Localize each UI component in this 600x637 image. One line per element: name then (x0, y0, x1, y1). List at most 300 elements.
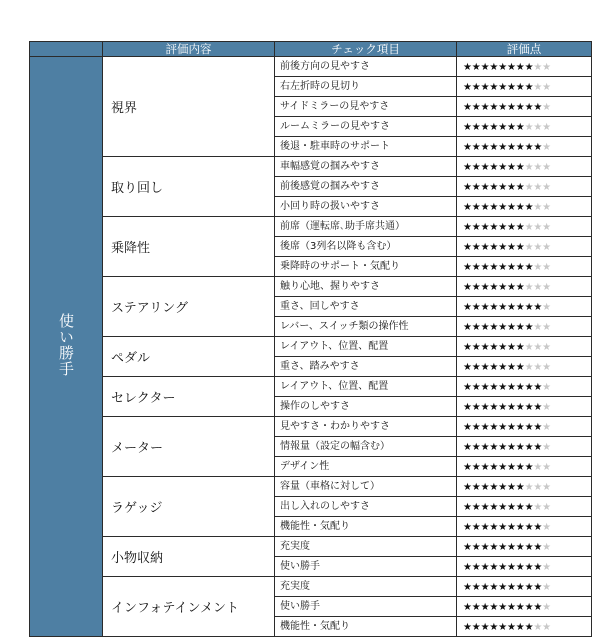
star-filled-icon: ★ (463, 262, 472, 273)
rating-stars (457, 217, 592, 237)
category-label: 使い勝手 (57, 312, 75, 377)
star-filled-icon: ★ (524, 422, 534, 433)
table-row (30, 157, 592, 177)
star-filled-icon: ★ (515, 82, 525, 93)
star-filled-icon: ★ (463, 602, 472, 613)
star-filled-icon: ★ (515, 122, 525, 133)
header-row (30, 42, 592, 57)
rating-stars (457, 517, 592, 537)
star-filled-icon: ★ (506, 142, 516, 153)
star-filled-icon: ★ (533, 402, 543, 413)
star-empty-icon: ★ (524, 222, 534, 233)
star-filled-icon: ★ (515, 322, 525, 333)
star-filled-icon: ★ (463, 322, 472, 333)
star-filled-icon: ★ (498, 222, 508, 233)
rating-stars (457, 277, 592, 297)
star-filled-icon: ★ (498, 342, 508, 353)
star-filled-icon: ★ (471, 622, 481, 633)
table-row (30, 477, 592, 497)
star-filled-icon: ★ (471, 542, 481, 553)
star-filled-icon: ★ (463, 382, 472, 393)
star-filled-icon: ★ (489, 162, 499, 173)
star-filled-icon: ★ (506, 622, 516, 633)
star-filled-icon: ★ (463, 342, 472, 353)
star-empty-icon: ★ (542, 302, 552, 313)
check-item-label: レイアウト、位置、配置 (275, 377, 457, 397)
star-filled-icon: ★ (489, 302, 499, 313)
star-filled-icon: ★ (480, 542, 490, 553)
star-filled-icon: ★ (489, 542, 499, 553)
star-empty-icon: ★ (533, 342, 543, 353)
star-empty-icon: ★ (533, 622, 543, 633)
star-filled-icon: ★ (463, 182, 472, 193)
star-filled-icon: ★ (515, 182, 525, 193)
star-filled-icon: ★ (489, 362, 499, 373)
star-filled-icon: ★ (506, 402, 516, 413)
star-filled-icon: ★ (524, 502, 534, 513)
star-filled-icon: ★ (498, 402, 508, 413)
check-item-label: 重さ、回しやすさ (275, 297, 457, 317)
star-filled-icon: ★ (471, 242, 481, 253)
table-row (30, 57, 592, 77)
star-filled-icon: ★ (471, 222, 481, 233)
star-filled-icon: ★ (506, 382, 516, 393)
star-filled-icon: ★ (489, 142, 499, 153)
star-filled-icon: ★ (515, 622, 525, 633)
star-filled-icon: ★ (471, 362, 481, 373)
star-filled-icon: ★ (533, 602, 543, 613)
check-item-label: 右左折時の見切り (275, 77, 457, 97)
star-filled-icon: ★ (471, 502, 481, 513)
star-filled-icon: ★ (524, 142, 534, 153)
star-filled-icon: ★ (471, 582, 481, 593)
star-empty-icon: ★ (542, 162, 552, 173)
star-filled-icon: ★ (498, 82, 508, 93)
star-filled-icon: ★ (533, 302, 543, 313)
star-filled-icon: ★ (480, 242, 490, 253)
star-filled-icon: ★ (471, 62, 481, 73)
star-filled-icon: ★ (489, 202, 499, 213)
star-empty-icon: ★ (542, 142, 552, 153)
check-item-label: 前後感覚の掴みやすさ (275, 177, 457, 197)
star-filled-icon: ★ (498, 462, 508, 473)
star-filled-icon: ★ (471, 182, 481, 193)
group-label: ペダル (103, 337, 275, 377)
rating-stars (457, 237, 592, 257)
rating-stars (457, 417, 592, 437)
rating-stars (457, 137, 592, 157)
star-empty-icon: ★ (533, 322, 543, 333)
check-item-label: 触り心地、握りやすさ (275, 277, 457, 297)
star-filled-icon: ★ (515, 582, 525, 593)
star-filled-icon: ★ (489, 462, 499, 473)
star-filled-icon: ★ (471, 602, 481, 613)
star-empty-icon: ★ (542, 242, 552, 253)
star-filled-icon: ★ (489, 222, 499, 233)
rating-stars (457, 477, 592, 497)
group-label: 視界 (103, 57, 275, 157)
star-filled-icon: ★ (498, 542, 508, 553)
header-item: チェック項目 (275, 42, 457, 57)
star-filled-icon: ★ (506, 582, 516, 593)
check-item-label: レバー、スイッチ類の操作性 (275, 317, 457, 337)
star-filled-icon: ★ (471, 562, 481, 573)
header-blank (30, 42, 103, 57)
star-filled-icon: ★ (506, 62, 516, 73)
star-filled-icon: ★ (515, 402, 525, 413)
star-filled-icon: ★ (524, 462, 534, 473)
check-item-label: 乗降時のサポート・気配り (275, 257, 457, 277)
star-filled-icon: ★ (489, 102, 499, 113)
star-filled-icon: ★ (515, 522, 525, 533)
star-filled-icon: ★ (471, 162, 481, 173)
star-filled-icon: ★ (480, 62, 490, 73)
star-filled-icon: ★ (515, 442, 525, 453)
rating-stars (457, 397, 592, 417)
star-filled-icon: ★ (463, 282, 472, 293)
star-filled-icon: ★ (463, 622, 472, 633)
star-empty-icon: ★ (533, 222, 543, 233)
star-filled-icon: ★ (506, 522, 516, 533)
rating-stars (457, 617, 592, 637)
star-filled-icon: ★ (489, 122, 499, 133)
star-filled-icon: ★ (489, 482, 499, 493)
star-filled-icon: ★ (480, 362, 490, 373)
rating-stars (457, 57, 592, 77)
table-row (30, 537, 592, 557)
star-filled-icon: ★ (524, 542, 534, 553)
rating-stars (457, 77, 592, 97)
star-filled-icon: ★ (471, 202, 481, 213)
star-filled-icon: ★ (480, 582, 490, 593)
star-filled-icon: ★ (498, 202, 508, 213)
star-filled-icon: ★ (463, 302, 472, 313)
star-filled-icon: ★ (489, 82, 499, 93)
rating-stars (457, 537, 592, 557)
category-cell (30, 57, 103, 637)
star-empty-icon: ★ (542, 462, 552, 473)
star-filled-icon: ★ (506, 542, 516, 553)
star-filled-icon: ★ (533, 582, 543, 593)
star-empty-icon: ★ (542, 482, 552, 493)
check-item-label: ルームミラーの見やすさ (275, 117, 457, 137)
star-filled-icon: ★ (463, 462, 472, 473)
star-filled-icon: ★ (515, 222, 525, 233)
star-filled-icon: ★ (489, 582, 499, 593)
rating-stars (457, 257, 592, 277)
check-item-label: 車幅感覚の掴みやすさ (275, 157, 457, 177)
star-filled-icon: ★ (515, 362, 525, 373)
star-filled-icon: ★ (471, 262, 481, 273)
star-filled-icon: ★ (498, 482, 508, 493)
star-filled-icon: ★ (489, 62, 499, 73)
star-filled-icon: ★ (480, 142, 490, 153)
star-filled-icon: ★ (480, 442, 490, 453)
star-filled-icon: ★ (515, 602, 525, 613)
star-filled-icon: ★ (506, 302, 516, 313)
star-empty-icon: ★ (533, 122, 543, 133)
star-filled-icon: ★ (506, 102, 516, 113)
star-empty-icon: ★ (524, 482, 534, 493)
check-item-label: 前後方向の見やすさ (275, 57, 457, 77)
star-empty-icon: ★ (542, 282, 552, 293)
rating-stars (457, 457, 592, 477)
star-filled-icon: ★ (463, 82, 472, 93)
star-filled-icon: ★ (524, 202, 534, 213)
group-label: メーター (103, 417, 275, 477)
star-filled-icon: ★ (471, 142, 481, 153)
star-empty-icon: ★ (524, 122, 534, 133)
star-filled-icon: ★ (506, 282, 516, 293)
star-empty-icon: ★ (533, 262, 543, 273)
star-filled-icon: ★ (533, 102, 543, 113)
star-empty-icon: ★ (542, 542, 552, 553)
star-filled-icon: ★ (506, 222, 516, 233)
star-filled-icon: ★ (480, 122, 490, 133)
rating-stars (457, 377, 592, 397)
star-filled-icon: ★ (524, 62, 534, 73)
star-filled-icon: ★ (463, 62, 472, 73)
star-filled-icon: ★ (524, 82, 534, 93)
star-empty-icon: ★ (524, 342, 534, 353)
star-filled-icon: ★ (471, 382, 481, 393)
star-filled-icon: ★ (498, 262, 508, 273)
star-filled-icon: ★ (515, 302, 525, 313)
star-filled-icon: ★ (515, 462, 525, 473)
star-filled-icon: ★ (506, 502, 516, 513)
star-filled-icon: ★ (489, 182, 499, 193)
star-filled-icon: ★ (463, 122, 472, 133)
star-filled-icon: ★ (515, 262, 525, 273)
star-filled-icon: ★ (463, 422, 472, 433)
star-filled-icon: ★ (489, 422, 499, 433)
star-filled-icon: ★ (480, 222, 490, 233)
star-filled-icon: ★ (515, 542, 525, 553)
star-filled-icon: ★ (480, 462, 490, 473)
star-filled-icon: ★ (524, 582, 534, 593)
star-filled-icon: ★ (463, 102, 472, 113)
star-filled-icon: ★ (480, 482, 490, 493)
star-filled-icon: ★ (498, 382, 508, 393)
star-filled-icon: ★ (489, 342, 499, 353)
star-filled-icon: ★ (506, 342, 516, 353)
star-empty-icon: ★ (542, 62, 552, 73)
rating-stars (457, 337, 592, 357)
star-filled-icon: ★ (471, 322, 481, 333)
check-item-label: 前席（運転席､助手席共通） (275, 217, 457, 237)
star-filled-icon: ★ (498, 102, 508, 113)
star-empty-icon: ★ (542, 362, 552, 373)
star-filled-icon: ★ (524, 322, 534, 333)
rating-stars (457, 357, 592, 377)
star-filled-icon: ★ (498, 362, 508, 373)
table-row (30, 277, 592, 297)
star-empty-icon: ★ (542, 102, 552, 113)
star-filled-icon: ★ (463, 482, 472, 493)
star-filled-icon: ★ (506, 362, 516, 373)
star-filled-icon: ★ (506, 322, 516, 333)
star-filled-icon: ★ (480, 82, 490, 93)
star-filled-icon: ★ (515, 342, 525, 353)
star-filled-icon: ★ (480, 282, 490, 293)
star-filled-icon: ★ (463, 582, 472, 593)
check-item-label: 後席（3列名以降も含む） (275, 237, 457, 257)
star-filled-icon: ★ (498, 502, 508, 513)
star-empty-icon: ★ (542, 502, 552, 513)
star-filled-icon: ★ (515, 482, 525, 493)
check-item-label: 機能性・気配り (275, 517, 457, 537)
check-item-label: 小回り時の扱いやすさ (275, 197, 457, 217)
check-item-label: 情報量（設定の幅含む） (275, 437, 457, 457)
star-filled-icon: ★ (480, 182, 490, 193)
star-empty-icon: ★ (524, 182, 534, 193)
star-filled-icon: ★ (480, 102, 490, 113)
rating-stars (457, 117, 592, 137)
star-empty-icon: ★ (542, 602, 552, 613)
star-filled-icon: ★ (480, 622, 490, 633)
star-filled-icon: ★ (515, 422, 525, 433)
table-row (30, 217, 592, 237)
star-filled-icon: ★ (463, 162, 472, 173)
rating-stars (457, 557, 592, 577)
group-label: ラゲッジ (103, 477, 275, 537)
star-filled-icon: ★ (533, 382, 543, 393)
star-filled-icon: ★ (471, 422, 481, 433)
star-filled-icon: ★ (524, 602, 534, 613)
group-label: 小物収納 (103, 537, 275, 577)
star-filled-icon: ★ (515, 562, 525, 573)
star-filled-icon: ★ (498, 242, 508, 253)
star-filled-icon: ★ (463, 502, 472, 513)
star-filled-icon: ★ (506, 82, 516, 93)
star-filled-icon: ★ (480, 322, 490, 333)
star-filled-icon: ★ (498, 122, 508, 133)
check-item-label: 充実度 (275, 577, 457, 597)
star-filled-icon: ★ (489, 442, 499, 453)
group-label: 取り回し (103, 157, 275, 217)
star-empty-icon: ★ (524, 282, 534, 293)
star-empty-icon: ★ (524, 362, 534, 373)
star-filled-icon: ★ (498, 522, 508, 533)
star-filled-icon: ★ (480, 402, 490, 413)
star-empty-icon: ★ (533, 242, 543, 253)
star-filled-icon: ★ (498, 62, 508, 73)
star-filled-icon: ★ (524, 442, 534, 453)
star-filled-icon: ★ (463, 542, 472, 553)
star-filled-icon: ★ (489, 402, 499, 413)
star-empty-icon: ★ (542, 442, 552, 453)
rating-stars (457, 497, 592, 517)
rating-stars (457, 177, 592, 197)
star-empty-icon: ★ (542, 382, 552, 393)
group-label: 乗降性 (103, 217, 275, 277)
table-row (30, 577, 592, 597)
star-filled-icon: ★ (463, 522, 472, 533)
star-filled-icon: ★ (463, 402, 472, 413)
star-empty-icon: ★ (533, 162, 543, 173)
star-filled-icon: ★ (480, 162, 490, 173)
star-filled-icon: ★ (498, 162, 508, 173)
star-filled-icon: ★ (515, 62, 525, 73)
star-filled-icon: ★ (489, 282, 499, 293)
star-filled-icon: ★ (489, 602, 499, 613)
rating-stars (457, 297, 592, 317)
star-empty-icon: ★ (542, 82, 552, 93)
star-filled-icon: ★ (471, 522, 481, 533)
star-filled-icon: ★ (506, 202, 516, 213)
star-filled-icon: ★ (489, 522, 499, 533)
rating-stars (457, 317, 592, 337)
star-filled-icon: ★ (480, 502, 490, 513)
star-filled-icon: ★ (489, 622, 499, 633)
star-filled-icon: ★ (498, 142, 508, 153)
star-filled-icon: ★ (524, 402, 534, 413)
star-filled-icon: ★ (524, 622, 534, 633)
star-filled-icon: ★ (506, 242, 516, 253)
star-filled-icon: ★ (506, 442, 516, 453)
star-filled-icon: ★ (498, 322, 508, 333)
star-filled-icon: ★ (471, 442, 481, 453)
header-rating: 評価点 (457, 42, 592, 57)
check-item-label: 使い勝手 (275, 557, 457, 577)
star-filled-icon: ★ (506, 122, 516, 133)
star-filled-icon: ★ (463, 442, 472, 453)
table-row (30, 377, 592, 397)
star-empty-icon: ★ (533, 502, 543, 513)
star-filled-icon: ★ (480, 302, 490, 313)
star-filled-icon: ★ (498, 622, 508, 633)
table-row (30, 417, 592, 437)
star-filled-icon: ★ (480, 562, 490, 573)
check-item-label: レイアウト、位置、配置 (275, 337, 457, 357)
star-empty-icon: ★ (542, 422, 552, 433)
star-filled-icon: ★ (471, 462, 481, 473)
star-filled-icon: ★ (524, 562, 534, 573)
rating-stars (457, 437, 592, 457)
star-filled-icon: ★ (480, 202, 490, 213)
star-filled-icon: ★ (463, 362, 472, 373)
star-filled-icon: ★ (480, 602, 490, 613)
star-filled-icon: ★ (524, 302, 534, 313)
star-filled-icon: ★ (463, 562, 472, 573)
star-filled-icon: ★ (463, 142, 472, 153)
star-empty-icon: ★ (533, 462, 543, 473)
star-empty-icon: ★ (524, 162, 534, 173)
star-filled-icon: ★ (533, 562, 543, 573)
star-empty-icon: ★ (533, 62, 543, 73)
star-filled-icon: ★ (471, 282, 481, 293)
star-filled-icon: ★ (524, 262, 534, 273)
star-filled-icon: ★ (498, 602, 508, 613)
star-filled-icon: ★ (489, 322, 499, 333)
star-filled-icon: ★ (515, 142, 525, 153)
star-filled-icon: ★ (524, 102, 534, 113)
star-filled-icon: ★ (489, 502, 499, 513)
star-empty-icon: ★ (533, 282, 543, 293)
star-filled-icon: ★ (498, 442, 508, 453)
star-filled-icon: ★ (506, 262, 516, 273)
star-filled-icon: ★ (471, 402, 481, 413)
star-filled-icon: ★ (533, 442, 543, 453)
star-filled-icon: ★ (480, 262, 490, 273)
star-filled-icon: ★ (471, 342, 481, 353)
star-empty-icon: ★ (542, 522, 552, 533)
check-item-label: 出し入れのしやすさ (275, 497, 457, 517)
star-empty-icon: ★ (542, 262, 552, 273)
star-empty-icon: ★ (542, 322, 552, 333)
star-empty-icon: ★ (542, 222, 552, 233)
star-filled-icon: ★ (480, 382, 490, 393)
